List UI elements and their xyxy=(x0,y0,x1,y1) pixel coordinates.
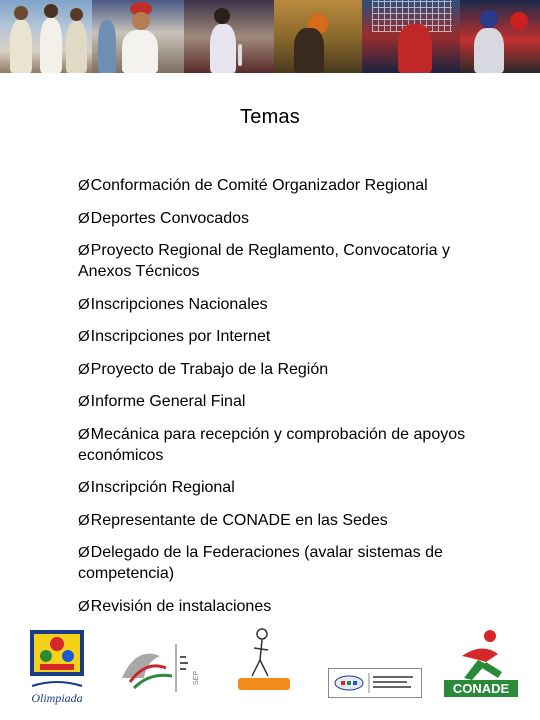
volleyball-player-photo xyxy=(362,0,460,73)
runner-figure-icon xyxy=(234,626,294,692)
conade-logo xyxy=(442,628,520,698)
arrow-bullet-icon: Ø xyxy=(78,295,90,313)
list-item: ØInscripciones por Internet xyxy=(78,328,271,345)
sistema-emblem-icon xyxy=(329,669,421,697)
list-item: ØProyecto Regional de Reglamento, Convocatoria y Anexos Técnicos xyxy=(78,242,450,280)
list-item: ØDelegado de la Federaciones (avalar sistemas de competencia) xyxy=(78,544,443,582)
sistema-nacional-deporte-logo xyxy=(328,668,422,698)
sep-logo-text: SEP xyxy=(193,670,200,686)
sep-logo xyxy=(116,638,202,696)
arrow-bullet-icon: Ø xyxy=(78,393,90,410)
arrow-bullet-icon: Ø xyxy=(78,177,90,194)
arrow-bullet-icon: Ø xyxy=(78,425,90,443)
list-item: ØMecánica para recepción y comprobación de apoyos económicos xyxy=(78,425,466,464)
list-item: ØInforme General Final xyxy=(78,393,246,410)
children-athletes-photo xyxy=(0,0,92,73)
girl-runner-photo xyxy=(92,0,184,73)
arrow-bullet-icon: Ø xyxy=(78,328,90,345)
olimpiada-logo-text: Olimpiada xyxy=(31,691,83,705)
arrow-bullet-icon: Ø xyxy=(78,242,90,259)
olimpiada-emblem-icon xyxy=(26,626,88,706)
arrow-bullet-icon: Ø xyxy=(78,544,90,561)
arrow-bullet-icon: Ø xyxy=(78,597,90,615)
list-item: ØRepresentante de CONADE en las Sedes xyxy=(78,511,388,529)
list-item: ØInscripciones Nacionales xyxy=(78,295,268,313)
badminton-player-photo xyxy=(184,0,274,73)
list-item: ØProyecto de Trabajo de la Región xyxy=(78,360,329,378)
list-item: ØRevisión de instalaciones xyxy=(78,597,272,615)
conade-runner-icon xyxy=(442,628,520,698)
list-item: ØConformación de Comité Organizador Regional xyxy=(78,177,428,194)
arrow-bullet-icon: Ø xyxy=(78,360,90,378)
arrow-bullet-icon: Ø xyxy=(78,511,90,529)
list-item: ØDeportes Convocados xyxy=(78,209,249,227)
topics-list xyxy=(78,175,498,628)
boxing-match-photo xyxy=(460,0,540,73)
deporte-logo xyxy=(234,626,294,692)
sports-photo-banner xyxy=(0,0,540,73)
conade-logo-text: CONADE xyxy=(452,681,510,696)
basketball-player-photo xyxy=(274,0,362,73)
arrow-bullet-icon: Ø xyxy=(78,479,90,496)
olimpiada-nacional-logo xyxy=(26,626,88,706)
list-item: ØInscripción Regional xyxy=(78,479,235,496)
eagle-emblem-icon xyxy=(116,638,202,696)
arrow-bullet-icon: Ø xyxy=(78,209,90,227)
page-title: Temas xyxy=(240,106,300,128)
